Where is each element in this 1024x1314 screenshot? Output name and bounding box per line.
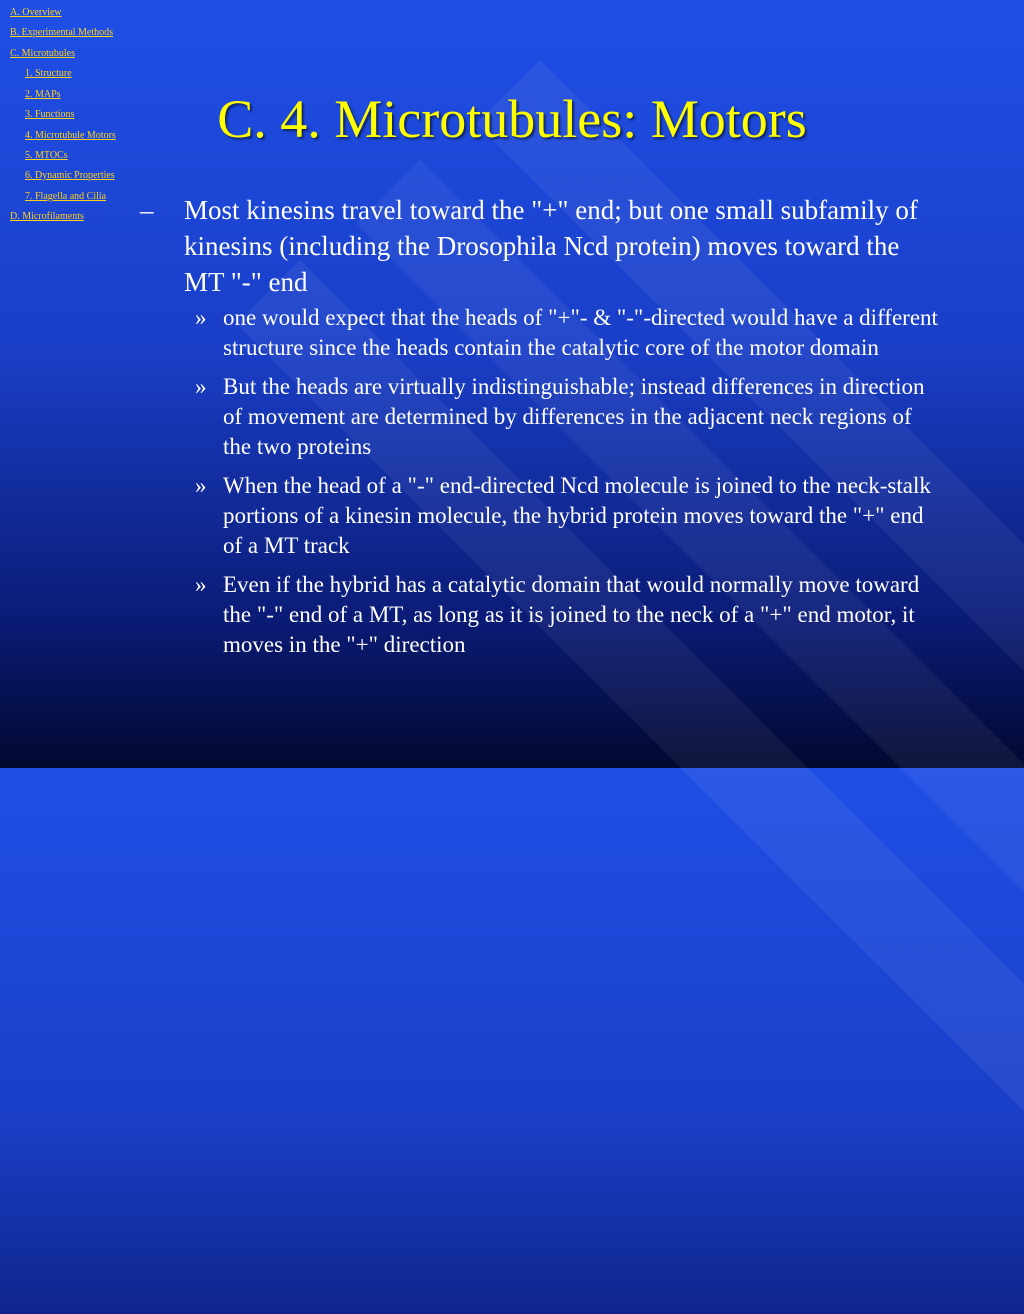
nav-link-microfilaments[interactable]: D. Microfilaments bbox=[10, 211, 84, 222]
nav-link-microtubules[interactable]: C. Microtubules bbox=[10, 48, 75, 59]
main-bullet-text: Most kinesins travel toward the "+" end; but one small subfamily of kinesins (including the Drosophila Ncd protein) moves toward the MT "-" end bbox=[184, 195, 918, 297]
dash-bullet-marker: – bbox=[140, 195, 154, 225]
sub-bullet bbox=[140, 303, 940, 363]
nav-link-microtubule-motors[interactable]: 4. Microtubule Motors bbox=[25, 130, 116, 141]
nav-link-mtocs[interactable]: 5. MTOCs bbox=[25, 150, 68, 161]
sub-bullet-text: one would expect that the heads of "+"- & "-"-directed would have a different structure since the heads contain the catalytic core of the motor domain bbox=[223, 305, 938, 360]
nav-link-flagella-cilia[interactable]: 7. Flagella and Cilia bbox=[25, 191, 107, 202]
sub-bullet bbox=[140, 372, 940, 462]
nav-link-maps[interactable]: 2. MAPs bbox=[25, 89, 61, 100]
sub-bullet-text: When the head of a "-" end-directed Ncd molecule is joined to the neck-stalk portions of a kinesin molecule, the hybrid protein moves toward the "+" end of a MT track bbox=[223, 473, 931, 558]
nav-link-experimental-methods[interactable]: B. Experimental Methods bbox=[10, 27, 114, 38]
chevron-bullet-marker: » bbox=[195, 374, 207, 399]
sub-bullet-text: Even if the hybrid has a catalytic domain that would normally move toward the "-" end of a MT, as long as it is joined to the neck of a "+" end motor, it moves in the "+" direction bbox=[223, 572, 920, 657]
chevron-bullet-marker: » bbox=[195, 305, 207, 330]
chevron-bullet-marker: » bbox=[195, 572, 207, 597]
slide-title: C. 4. Microtubules: Motors bbox=[217, 89, 807, 149]
nav-link-structure[interactable]: 1. Structure bbox=[25, 68, 72, 79]
chevron-bullet-marker: » bbox=[195, 473, 207, 498]
sub-bullet bbox=[140, 570, 940, 660]
main-bullet bbox=[140, 192, 940, 300]
nav-link-dynamic-properties[interactable]: 6. Dynamic Properties bbox=[25, 170, 115, 181]
sub-bullet-text: But the heads are virtually indistinguishable; instead differences in direction of movement are determined by differences in the adjacent neck regions of the two proteins bbox=[223, 374, 925, 459]
nav-link-overview[interactable]: A. Overview bbox=[10, 7, 62, 18]
slide-body bbox=[140, 192, 940, 669]
sub-bullet bbox=[140, 471, 940, 561]
sub-bullet-list bbox=[140, 303, 940, 660]
nav-link-functions[interactable]: 3. Functions bbox=[25, 109, 75, 120]
